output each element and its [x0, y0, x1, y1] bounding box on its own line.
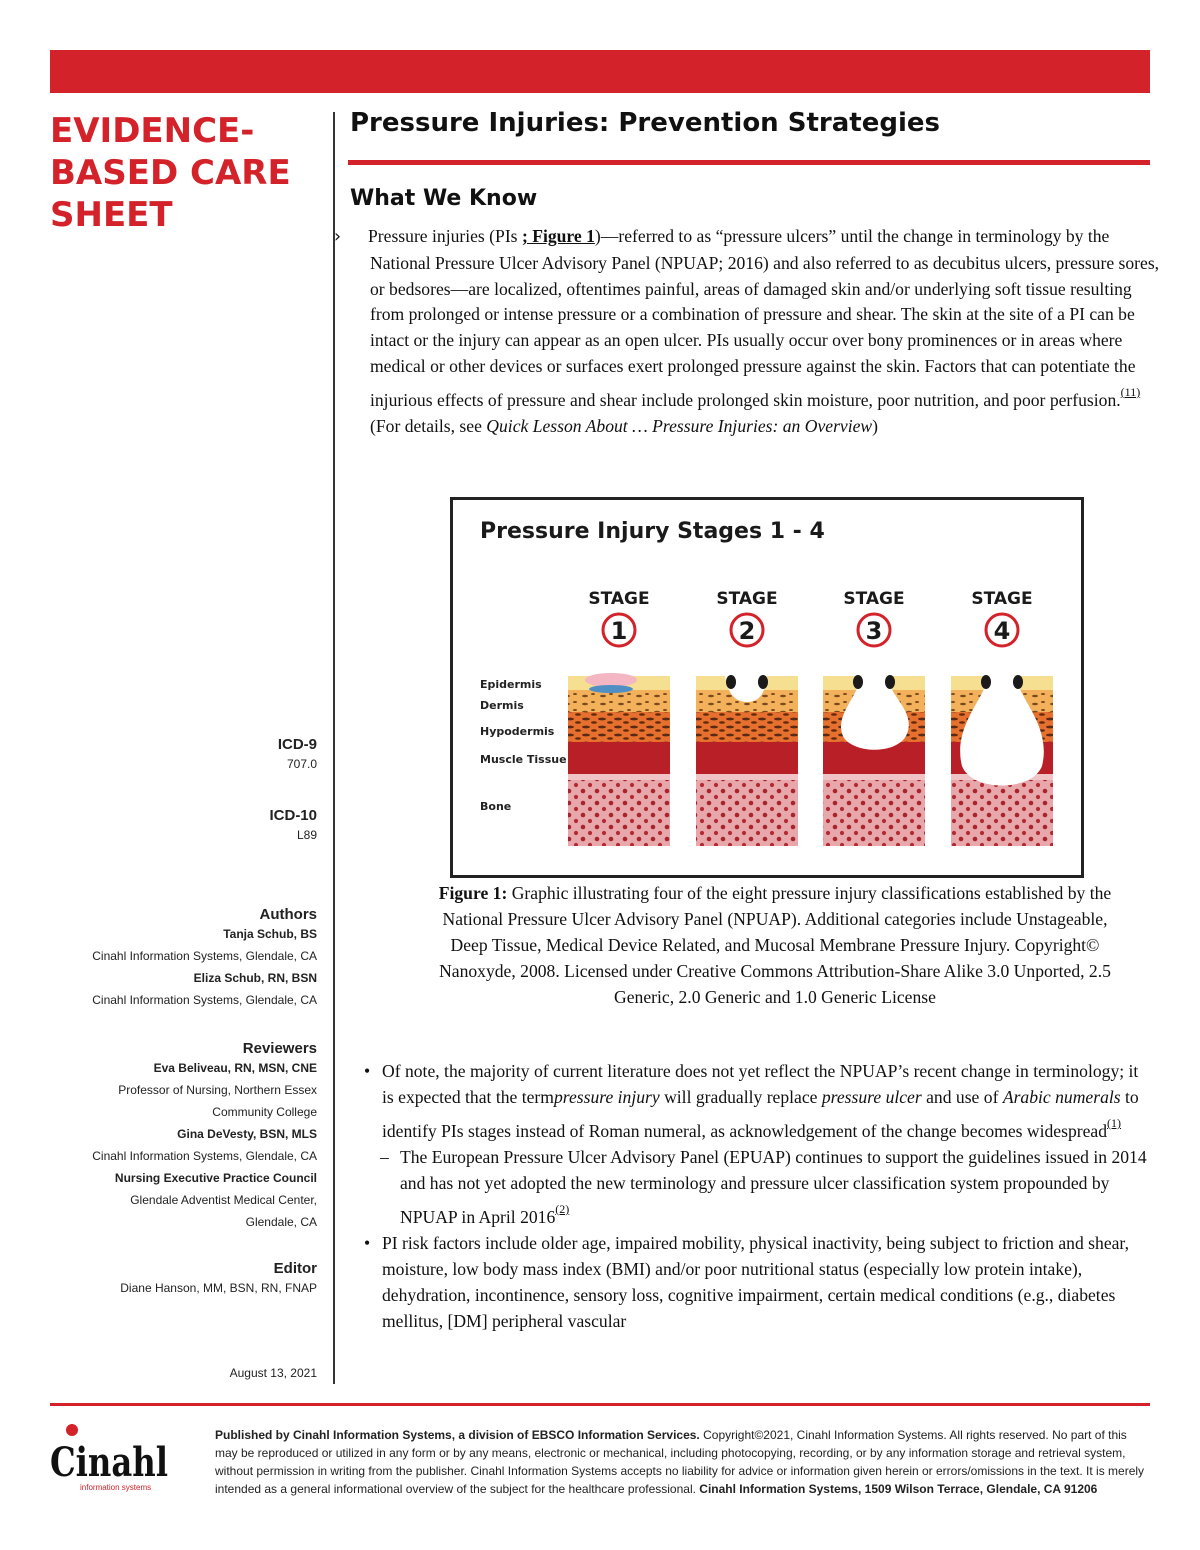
- bullet-icon: •: [364, 1233, 371, 1253]
- reference-link[interactable]: (2): [555, 1202, 570, 1216]
- stage-number: 1: [610, 617, 628, 645]
- figure-caption: Figure 1: Graphic illustrating four of the eight pressure injury classifications established by the National Pressure Ulcer Advisory Panel (NPUAP). Additional categories include Unstageable, Deep Tissue, Medical Device Related, and Mucosal Membrane Pressure Injury. Copyright© Nanoxyde, 2008. Licensed under Creative Commons Attribution-Share Alike 3.0 Unported, 2.5 Generic, 2.0 Generic and 1.0 Generic License: [438, 883, 1112, 1007]
- layer-label: Hypodermis: [480, 725, 555, 738]
- authors-block: Authors Tanja Schub, BS Cinahl Information Systems, Glendale, CA Eliza Schub, RN, BSN Cinahl Information Systems, Glendale, CA: [92, 906, 317, 1007]
- figure-1-link[interactable]: ; Figure 1: [521, 226, 595, 246]
- sheet-type-label: EVIDENCE-BASED CARE SHEET: [50, 111, 291, 235]
- stage-number: 2: [738, 617, 756, 645]
- stage-number: 3: [865, 617, 883, 645]
- footer-copyright: Published by Cinahl Information Systems, a division of EBSCO Information Services. Copyright©2021, Cinahl Information Systems. All rights reserved. No part of this may be reproduced or utilized in any form or by any means, electronic or mechanical, including photocopying, recording, or by any information storage and retrieval system, without permission in writing from the publisher. Cinahl Information Systems accepts no liability for advice or information given herein or errors/omissions in the text. It is merely intended as a general informational overview of the subject for the healthcare professional. Cinahl Information Systems, 1509 Wilson Terrace, Glendale, CA 91206: [215, 1428, 1145, 1496]
- svg-text:information systems: information systems: [80, 1483, 152, 1492]
- layer-label: Bone: [480, 800, 512, 813]
- reference-link[interactable]: (11): [1120, 384, 1141, 399]
- reference-link[interactable]: (1): [1107, 1116, 1122, 1130]
- list-item: • Of note, the majority of current literature does not yet reflect the NPUAP’s recent change in terminology; it is expected that the termpressure injury will gradually replace pressure ulcer and use of Arabic numerals to identify PIs stages instead of Roman numeral, as acknowledgement of the change becomes widespread$^{(1)}$: [364, 1058, 1150, 1144]
- editor-block: Editor Diane Hanson, MM, BSN, RN, FNAP: [120, 1260, 317, 1295]
- stage-label: STAGE: [971, 589, 1033, 609]
- hypodermis-layer: [568, 712, 670, 742]
- stage-number: 4: [993, 617, 1011, 645]
- bullet-list: [364, 1058, 1150, 1334]
- cinahl-logo: [50, 1418, 180, 1498]
- reviewers-block: Reviewers Eva Beliveau, RN, MSN, CNE Professor of Nursing, Northern Essex Community College Gina DeVesty, BSN, MLS Cinahl Information Systems, Glendale, CA Nursing Executive Practice Council Glendale Adventist Medical Center, Glendale, CA: [92, 1040, 317, 1229]
- muscle-layer: [696, 742, 798, 774]
- dash-icon: –: [380, 1147, 389, 1167]
- date-block: August 13, 2021: [229, 1366, 317, 1380]
- footer-rule: [50, 1403, 1150, 1406]
- icd10-block: ICD-10 L89: [269, 807, 317, 842]
- stage-4: [951, 589, 1053, 846]
- blister: [589, 685, 633, 693]
- wound-edge: [758, 675, 768, 689]
- section-heading: What We Know: [350, 186, 538, 211]
- what-we-know-paragraph: › Pressure injuries (PIs ; Figure 1)—referred to as “pressure ulcers” until the change in terminology by the National Pressure Ulcer Advisory Panel (NPUAP; 2016) and also referred to as decubitus ulcers, pressure sores, or bedsores—are localized, oftentimes painful, areas of damaged skin and/or underlying soft tissue resulting from prolonged or intense pressure or a combination of pressure and shear. The skin at the site of a PI can be intact or the injury can appear as an open ulcer. PIs usually occur over bony prominences or in areas where medical or other devices or surfaces exert prolonged pressure against the skin. Factors that can potentiate the injurious effects of pressure and shear include prolonged skin moisture, poor nutrition, and poor perfusion.$^{(11)}$ (For details, see Quick Lesson About … Pressure Injuries: an Overview): [334, 226, 1160, 436]
- quick-lesson-link[interactable]: Quick Lesson About … Pressure Injuries: an Overview: [486, 415, 873, 436]
- stage-1: [568, 589, 670, 846]
- wound-edge: [726, 675, 736, 689]
- chevron-right-icon: ›: [334, 227, 342, 247]
- layer-label: Muscle Tissue: [480, 753, 567, 766]
- bone-layer: [696, 780, 798, 846]
- figure-1: [450, 497, 1084, 878]
- wound-edge: [1013, 675, 1023, 689]
- wound-edge: [885, 675, 895, 689]
- list-subitem: – The European Pressure Ulcer Advisory Panel (EPUAP) continues to support the guidelines issued in 2014 and has not yet adopted the new terminology and pressure ulcer classification system propounded by NPUAP in April 2016$^{(2)}$: [364, 1144, 1150, 1230]
- bullet-icon: •: [364, 1061, 371, 1081]
- figure-title: Pressure Injury Stages 1 - 4: [480, 519, 825, 544]
- page-title: Pressure Injuries: Prevention Strategies: [350, 108, 940, 138]
- fascia-layer: [696, 774, 798, 780]
- stage-label: STAGE: [716, 589, 778, 609]
- svg-text:Cinahl: Cinahl: [50, 1439, 168, 1486]
- inflamed-skin: [585, 673, 637, 687]
- muscle-layer: [568, 742, 670, 774]
- column-divider: [333, 112, 335, 1384]
- stage-label: STAGE: [588, 589, 650, 609]
- wound-edge: [853, 675, 863, 689]
- title-rule: [348, 160, 1150, 165]
- layer-label: Dermis: [480, 699, 524, 712]
- dermis-layer: [568, 690, 670, 712]
- icd9-block: ICD-9 707.0: [277, 736, 317, 771]
- layer-label: Epidermis: [480, 678, 542, 691]
- hypodermis-layer: [696, 712, 798, 742]
- stage-2: [696, 589, 798, 846]
- stage-label: STAGE: [843, 589, 905, 609]
- list-item: • PI risk factors include older age, impaired mobility, physical inactivity, being subject to friction and shear, moisture, low body mass index (BMI) and/or poor nutritional status (especially low protein intake), dehydration, incontinence, sensory loss, cognitive impairment, certain medical conditions (e.g., diabetes mellitus, [DM] peripheral vascular: [364, 1230, 1150, 1334]
- bone-layer: [823, 780, 925, 846]
- fascia-layer: [823, 774, 925, 780]
- bone-layer: [951, 780, 1053, 846]
- header-bar: [50, 50, 1150, 93]
- pressure-injury-stages-diagram: [453, 500, 1081, 875]
- wound-edge: [981, 675, 991, 689]
- bone-layer: [568, 780, 670, 846]
- stage-3: [823, 589, 925, 846]
- fascia-layer: [568, 774, 670, 780]
